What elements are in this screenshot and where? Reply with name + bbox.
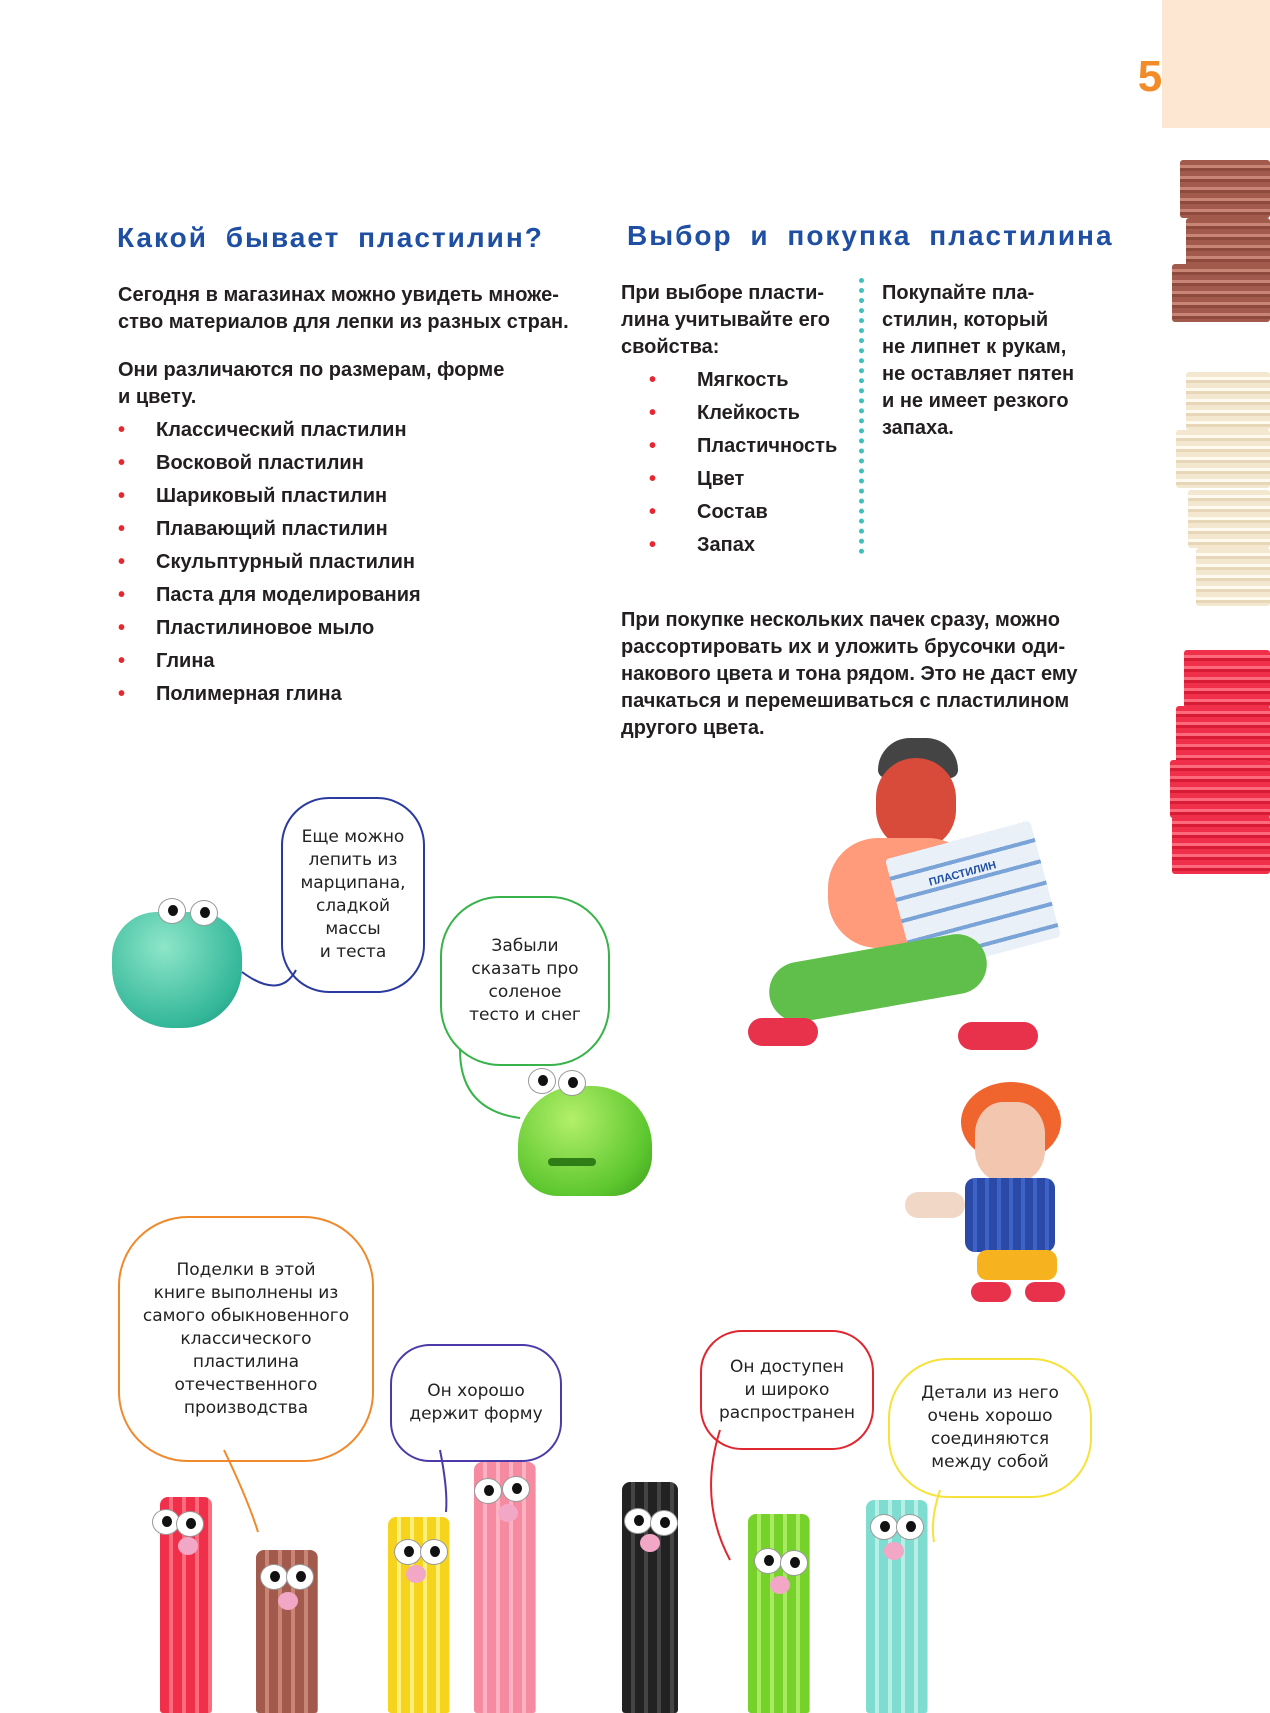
- properties-list: [649, 364, 837, 562]
- pink-bar-character: [474, 1462, 536, 1713]
- list-item: • Паста для моделирования: [118, 579, 421, 612]
- purchase-paragraph: При покупке нескольких пачек сразу, можно рассортировать их и уложить брусочки оди- накового цвета и тона рядом. Это не даст ему пачкаться и перемешиваться с пластилином другого цвета.: [621, 609, 1078, 739]
- strip-red: [1170, 760, 1270, 818]
- list-item: • Цвет: [649, 463, 837, 496]
- box-label: ПЛАСТИЛИН: [927, 859, 998, 889]
- strip-red: [1176, 706, 1270, 764]
- list-item: • Плавающий пластилин: [118, 513, 421, 546]
- list-item: • Классический пластилин: [118, 414, 421, 447]
- list-item: • Скульптурный пластилин: [118, 546, 421, 579]
- bubble-tail: [420, 1440, 460, 1520]
- strip-cream: [1196, 548, 1270, 606]
- list-item: • Запах: [649, 529, 837, 562]
- list-item: • Восковой пластилин: [118, 447, 421, 480]
- plasticine-types-list: [118, 414, 421, 711]
- page-number: 5: [1137, 52, 1163, 101]
- choice-intro: При выборе пласти- лина учитывайте его свойства:: [621, 282, 830, 358]
- intro-paragraph: Сегодня в магазинах можно увидеть множе- ство материалов для лепки из разных стран.: [118, 284, 569, 333]
- plasticine-man-with-boxes: [748, 738, 1068, 1068]
- strip-cream: [1188, 490, 1270, 548]
- list-item: • Состав: [649, 496, 837, 529]
- strip-red: [1172, 816, 1270, 874]
- list-item: • Глина: [118, 645, 421, 678]
- yellow-bar-character: [388, 1517, 450, 1713]
- list-item: • Пластилиновое мыло: [118, 612, 421, 645]
- bubble-tail: [218, 1440, 268, 1540]
- red-haired-figure: [905, 1082, 1085, 1308]
- green-frog-figure: [518, 1068, 652, 1198]
- strip-cream: [1186, 372, 1270, 430]
- advice-paragraph: Покупайте пла- стилин, который не липнет к рукам, не оставляет пятен и не имеет резкого запаха.: [882, 282, 1075, 439]
- speech-bubble-shape: Он хорошо держит форму: [390, 1344, 562, 1462]
- brown-bar-character: [256, 1550, 318, 1713]
- speech-bubble-salt-dough: Забыли сказать про соленое тесто и снег: [440, 896, 610, 1066]
- list-item: • Клейкость: [649, 397, 837, 430]
- strip-brown: [1180, 160, 1270, 218]
- black-bar-character: [622, 1482, 678, 1713]
- bubble-tail: [240, 960, 310, 1010]
- red-bar-character: [160, 1497, 212, 1713]
- sizes-paragraph: Они различаются по размерам, форме и цвету.: [118, 359, 505, 408]
- strip-red: [1184, 650, 1270, 708]
- list-item: • Полимерная глина: [118, 678, 421, 711]
- green-frog-figure: [112, 898, 242, 1030]
- bubble-tail: [690, 1420, 750, 1570]
- teal-bar-character: [866, 1500, 928, 1713]
- strip-cream: [1176, 430, 1270, 488]
- list-item: • Мягкость: [649, 364, 837, 397]
- right-heading: Выбор и покупка пластилина: [627, 220, 1114, 251]
- list-item: • Шариковый пластилин: [118, 480, 421, 513]
- speech-bubble-crafts: Поделки в этой книге выполнены из самого обыкновенного классического пластилина отечественного производства: [118, 1216, 374, 1462]
- green-bar-character: [748, 1514, 810, 1713]
- column-separator: [859, 278, 864, 554]
- list-item: • Пластичность: [649, 430, 837, 463]
- speech-bubble-connect: Детали из него очень хорошо соединяются между собой: [888, 1358, 1092, 1498]
- speech-bubble-marzipan: Еще можно лепить из марципана, сладкой массы и теста: [281, 797, 425, 993]
- speech-bubble-available: Он доступен и широко распространен: [700, 1330, 874, 1450]
- left-heading: Какой бывает пластилин?: [117, 222, 544, 253]
- strip-brown: [1172, 264, 1270, 322]
